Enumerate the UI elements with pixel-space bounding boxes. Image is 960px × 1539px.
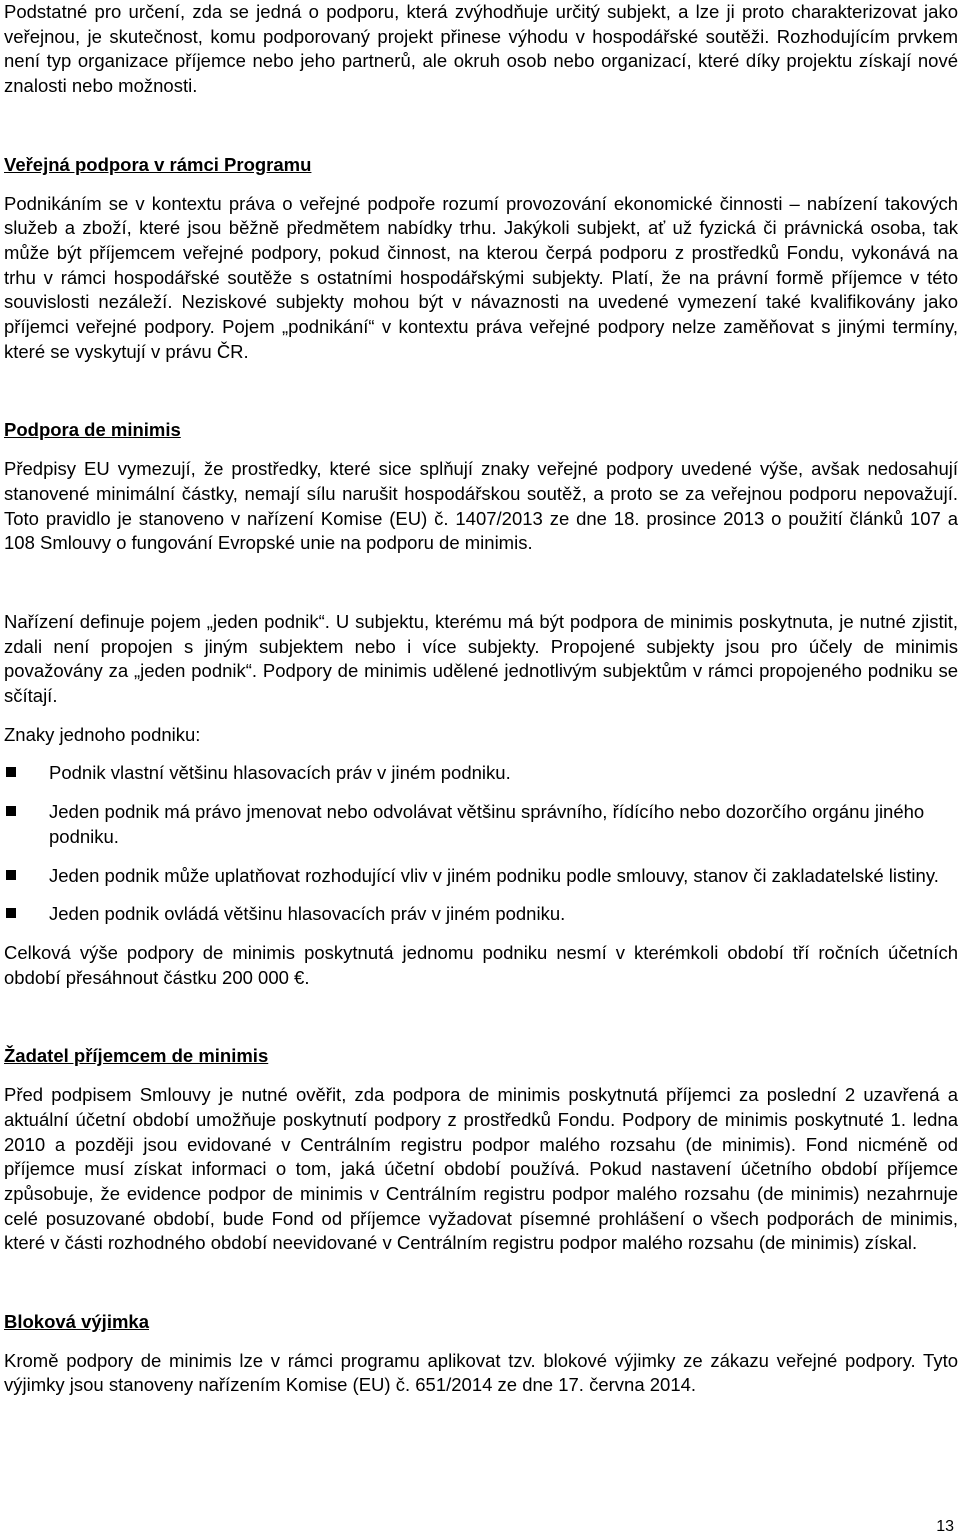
list-item-text: Podnik vlastní většinu hlasovacích práv v jiném podniku.	[49, 762, 511, 784]
de-minimis-paragraph-2: Nařízení definuje pojem „jeden podnik“. U subjektu, kterému má být podpora de minimis poskytnuta, je nutné zjistit, zdali není propojen s jiným subjektem nebo i více subjekty. Propojené subjekty jsou pro účely de minimis považovány za „jeden podnik“. Podpory de minimis udělené jednotlivým subjektům v rámci propojeného podniku se sčítají.	[4, 610, 958, 707]
applicant-paragraph: Před podpisem Smlouvy je nutné ověřit, zda podpora de minimis poskytnutá příjemci za poslední 2 uzavřená a aktuální účetní období umožňuje poskytnutí podpory z prostředků Fondu. Podpory de minimis poskytnuté 1. ledna 2010 a později jsou evidované v Centrálním registru podpor malého rozsahu (de minimis). Fond nicméně od příjemce musí získat informaci o tom, jaká účetní období používá. Pokud nastavení účetního období příjemce způsobuje, že evidence podpor de minimis v Centrálním registru podpor malého rozsahu (de minimis) nezahrnuje celé posuzované období, bude Fond od příjemce vyžadovat písemné prohlášení o všech podporách de minimis, které v části rozhodného období neevidované v Centrálním registru podpor malého rozsahu (de minimis) získal.	[4, 1084, 958, 1254]
square-bullet-icon	[6, 767, 16, 777]
list-intro: Znaky jednoho podniku:	[4, 723, 201, 745]
document-body	[4, 0, 958, 1398]
section-heading-public-support: Veřejná podpora v rámci Programu	[4, 153, 312, 175]
list-item-text: Jeden podnik ovládá většinu hlasovacích práv v jiném podniku.	[49, 903, 566, 925]
section-heading-applicant: Žadatel příjemcem de minimis	[4, 1045, 269, 1067]
page-number: 13	[936, 1518, 954, 1535]
criteria-list	[4, 761, 958, 927]
list-item	[4, 761, 958, 786]
public-support-paragraph: Podnikáním se v kontextu práva o veřejné podpoře rozumí provozování ekonomické činnosti – nabízení takových služeb a zboží, které jsou běžně předmětem nabídky trhu. Jakýkoli subjekt, ať už fyzická či právnická osoba, tak může být příjemcem veřejné podpory, pokud činnost, na kterou čerpá podporu z prostředků Fondu, vykonává na trhu v rámci hospodářské soutěže s ostatními hospodářskými subjekty. Platí, že na právní formě příjemce v této souvislosti nezáleží. Neziskové subjekty mohou být v návaznosti na uvedené vymezení také kvalifikovány jako příjemci veřejné podpory. Pojem „podnikání“ v kontextu práva veřejné podpory nelze zaměňovat s jinými termíny, které se vyskytují v právu ČR.	[4, 192, 958, 362]
de-minimis-paragraph-1: Předpisy EU vymezují, že prostředky, které sice splňují znaky veřejné podpory uvedené výše, avšak nedosahují stanovené minimální částky, nemají sílu narušit hospodářskou soutěž, a proto se za veřejnou podporu nepovažují. Toto pravidlo je stanoveno v nařízení Komise (EU) č. 1407/2013 ze dne 18. prosince 2013 o použití článků 107 a 108 Smlouvy o fungování Evropské unie na podporu de minimis.	[4, 458, 958, 554]
list-item	[4, 800, 958, 849]
list-item-text: Jeden podnik má právo jmenovat nebo odvolávat většinu správního, řídícího nebo dozorčího orgánu jiného podniku.	[49, 801, 925, 847]
list-item-text: Jeden podnik může uplatňovat rozhodující vliv v jiném podniku podle smlouvy, stanov či zakladatelské listiny.	[49, 864, 939, 886]
square-bullet-icon	[6, 908, 16, 918]
intro-paragraph: Podstatné pro určení, zda se jedná o podporu, která zvýhodňuje určitý subjekt, a lze ji proto charakterizovat jako veřejnou, je skutečnost, komu podporovaný projekt přinese výhodu v hospodářské soutěži. Rozhodujícím prvkem není typ organizace příjemce nebo jeho partnerů, ale okruh osob nebo organizací, které díky projektu získají nové znalosti nebo možnosti.	[4, 1, 958, 97]
square-bullet-icon	[6, 870, 16, 880]
de-minimis-limit-paragraph: Celková výše podpory de minimis poskytnutá jednomu podniku nesmí v kterémkoli období tří ročních účetních období přesáhnout částku 200 000 €.	[4, 941, 958, 988]
section-heading-block-exemption: Bloková výjimka	[4, 1311, 149, 1333]
block-exemption-paragraph: Kromě podpory de minimis lze v rámci programu aplikovat tzv. blokové výjimky ze zákazu veřejné podpory. Tyto výjimky jsou stanoveny nařízením Komise (EU) č. 651/2014 ze dne 17. června 2014.	[4, 1349, 958, 1396]
section-heading-de-minimis: Podpora de minimis	[4, 419, 181, 441]
square-bullet-icon	[6, 806, 16, 816]
list-item	[4, 902, 958, 927]
list-item	[4, 864, 958, 889]
